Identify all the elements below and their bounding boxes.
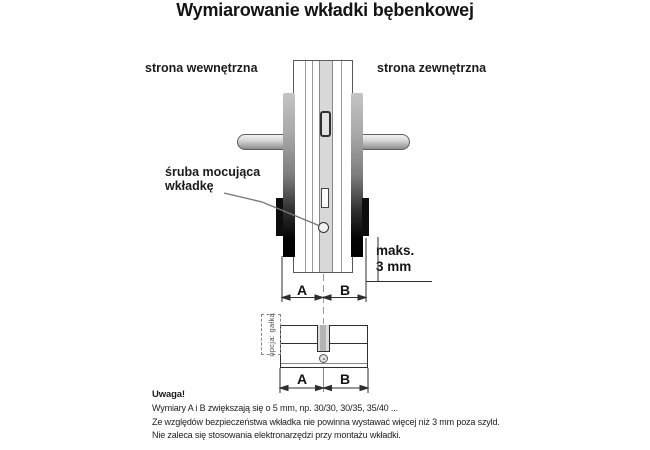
fixing-screw	[318, 222, 329, 233]
inner-escutcheon-plate	[283, 93, 295, 257]
fixing-screw-label-line1: śruba mocująca	[165, 165, 261, 179]
note-line: Wymiary A i B zwiększają się o 5 mm, np. 30/30, 30/35, 35/40 ...	[152, 402, 398, 413]
max-protrusion-label-line1: maks.	[376, 243, 415, 258]
cylinder-cam-notch-inner	[320, 325, 326, 351]
cylinder-slot	[321, 188, 329, 208]
note-line: Ze względów bezpieczeństwa wkładka nie powinna wystawać więcej niż 3 mm poza szyld.	[152, 416, 500, 427]
fixing-screw-label	[165, 166, 260, 193]
page-title: Wymiarowanie wkładki bębenkowej	[176, 0, 474, 20]
cylinder-screw-hole-dot	[323, 358, 326, 361]
door-layer-line	[312, 61, 313, 272]
outer-spindle	[362, 134, 410, 150]
cylinder-channel	[319, 61, 333, 272]
cylinder-cam-notch	[317, 325, 330, 352]
inner-spindle	[237, 134, 285, 150]
door-layer-line	[341, 61, 342, 272]
cylinder-protrusion-inner	[276, 198, 283, 236]
note-block	[152, 388, 500, 443]
inner-side-label: strona wewnętrzna	[145, 61, 258, 75]
lower-dimension-b-label: B	[339, 371, 351, 387]
dimension-b-label: B	[339, 282, 351, 298]
dimension-a-label: A	[296, 282, 308, 298]
note-line: Nie zaleca się stosowania elektronarzędzi przy montażu wkładki.	[152, 430, 401, 441]
cylinder-protrusion-outer	[362, 198, 369, 236]
cylinder-screw-hole	[319, 354, 328, 363]
cylinder-shade-line	[281, 363, 367, 364]
max-protrusion-label	[376, 243, 414, 275]
cylinder-cam	[320, 111, 331, 137]
outer-side-label: strona zewnętrzna	[377, 61, 487, 75]
knob-option-label: opcja: gałka	[266, 312, 276, 357]
door-layer-line	[305, 61, 306, 272]
door-cross-section	[293, 60, 353, 273]
note-heading: Uwaga!	[152, 389, 185, 400]
knob-option-box	[261, 314, 281, 355]
fixing-screw-label-line2: wkładkę	[165, 178, 214, 193]
max-protrusion-label-line2: 3 mm	[376, 259, 412, 274]
lower-dimension-a-label: A	[296, 371, 308, 387]
